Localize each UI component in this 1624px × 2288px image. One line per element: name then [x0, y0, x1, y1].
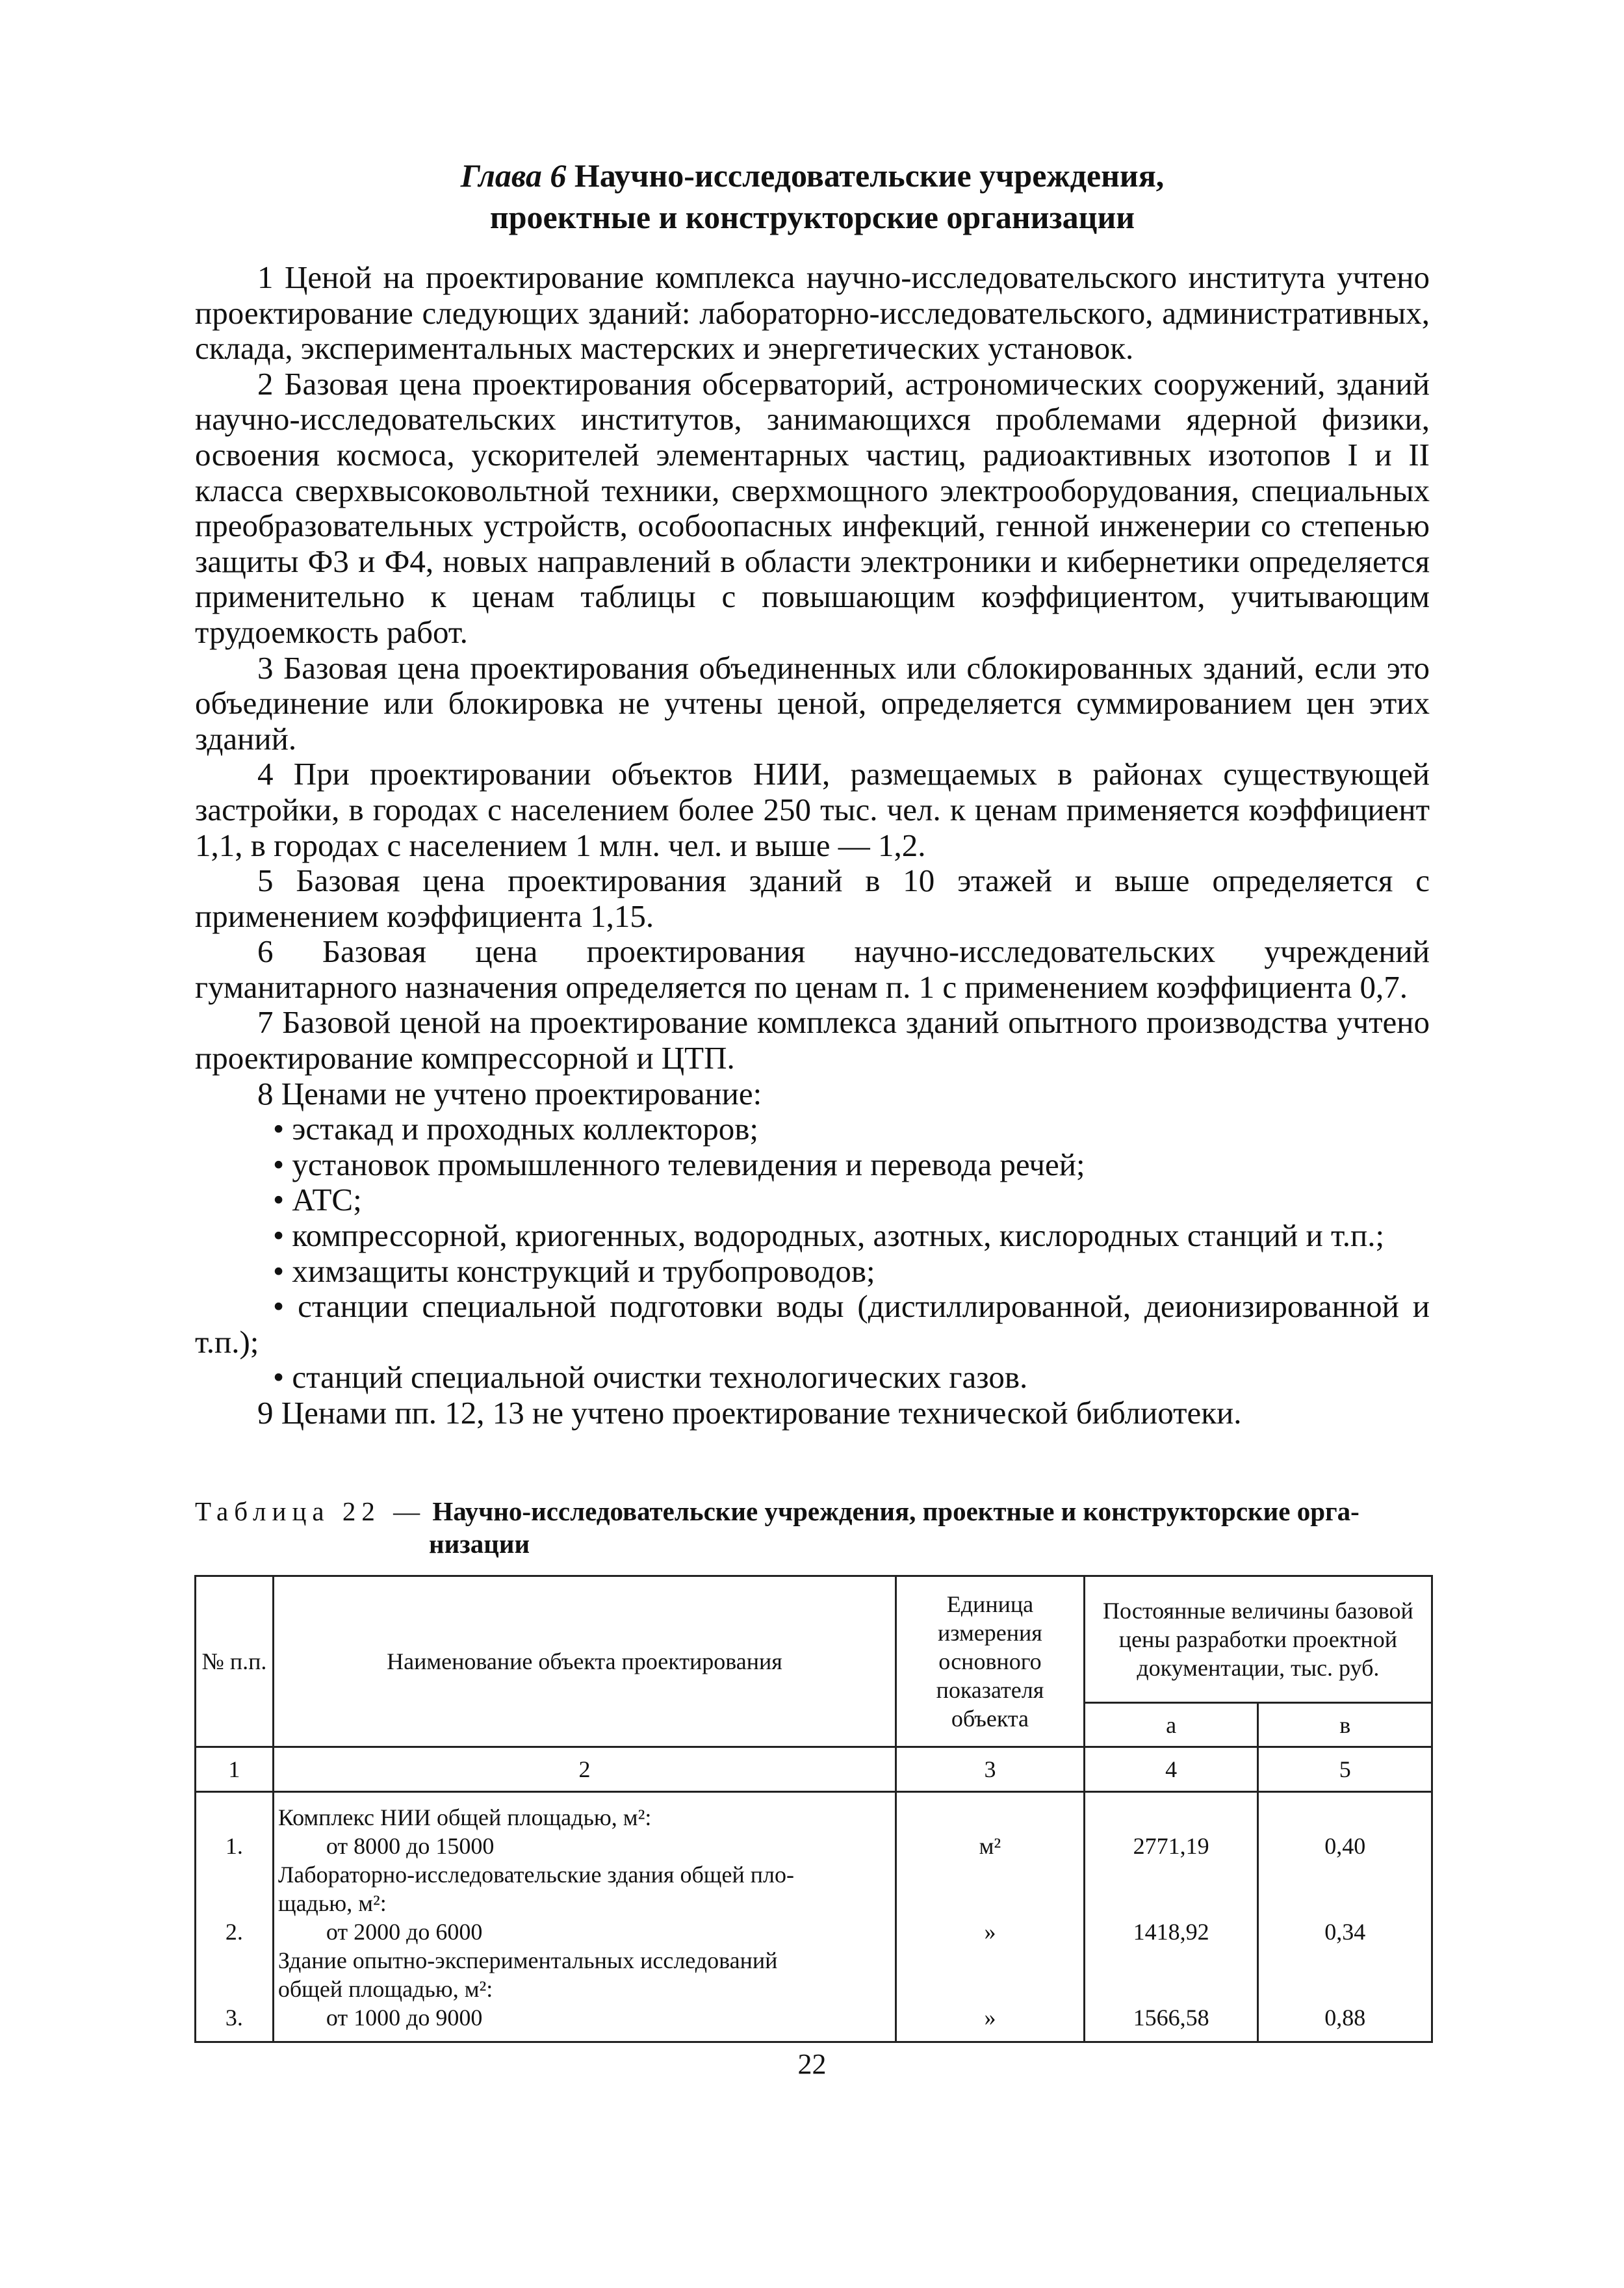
table-caption-name-cont: низации — [429, 1529, 530, 1559]
header-const: Постоянные величины базовой цены разработки проектной документации, тыс. руб. — [1084, 1576, 1432, 1703]
row-3-no: 3. — [225, 2005, 243, 2031]
row-2-a: 1418,92 — [1133, 1919, 1209, 1945]
table-caption-label: Таблица 22 — — [195, 1496, 426, 1526]
row-1-no: 1. — [225, 1833, 243, 1859]
paragraph-7: 7 Базовой ценой на проектирование комплекса зданий опытного производства учтено проектирование компрессорной и ЦТП. — [195, 1004, 1430, 1076]
col-number: 4 — [1084, 1747, 1258, 1792]
paragraph-3: 3 Базовая цена проектирования объединенных или сблокированных зданий, если это объединение или блокировка не учтены ценой, определяется суммированием цен этих зданий. — [195, 649, 1430, 757]
col-number: 3 — [896, 1747, 1085, 1792]
paragraph-1: 1 Ценой на проектирование комплекса научно-исследовательского института учтено проектирование следующих зданий: лабораторно-исследовательского, административных, склада, экспериментальных мастерских и энергетических установок. — [195, 259, 1430, 367]
paragraph-4: 4 При проектировании объектов НИИ, размещаемых в районах существующей застройки, в городах с населением более 250 тыс. чел. к ценам применяется коэффициент 1,1, в городах с населением 1 млн. чел. и выше — 1,2. — [195, 756, 1430, 863]
row-1-a: 2771,19 — [1133, 1833, 1209, 1859]
chapter-label: Глава 6 — [460, 157, 567, 194]
chapter-title-line2: проектные и конструкторские организации — [489, 199, 1135, 235]
paragraph-6: 6 Базовая цена проектирования научно-исследовательских учреждений гуманитарного назначения определяется по ценам п. 1 с применением коэффициента 0,7. — [195, 933, 1430, 1005]
header-no: № п.п. — [196, 1576, 274, 1747]
paragraph-8: 8 Ценами не учтено проектирование: — [257, 1075, 762, 1112]
header-b: в — [1258, 1703, 1432, 1747]
row-2-name-cont: щадью, м²: — [277, 1890, 387, 1916]
paragraph-2: 2 Базовая цена проектирования обсерваторий, астрономических сооружений, зданий научно-исследовательских институтов, занимающихся проблемами ядерной физики, освоения космоса, ускорителей элементарных частиц, радиоактивных изотопов I и II класса сверхвысоковольтной техники, сверхмощного электрооборудования, специальных преобразовательных устройств, особоопасных инфекций, генной инженерии со степенью защиты Ф3 и Ф4, новых направлений в области электроники и кибернетики определяется применительно к ценам таблицы с повышающим коэффициентом, учитывающим трудоемкость работ. — [195, 365, 1430, 650]
bullet-item: • установок промышленного телевидения и перевода речей; — [273, 1146, 1085, 1182]
bullet-item: • компрессорной, криогенных, водородных, азотных, кислородных станций и т.п.; — [273, 1217, 1385, 1254]
row-3-b: 0,88 — [1324, 2005, 1366, 2031]
price-table — [194, 1575, 1433, 2043]
row-3-name: Здание опытно-экспериментальных исследований — [277, 1947, 778, 1973]
paragraph-9: 9 Ценами пп. 12, 13 не учтено проектирование технической библиотеки. — [257, 1395, 1242, 1431]
table-body — [196, 1792, 1432, 2042]
row-2-range: от 2000 до 6000 — [326, 1919, 483, 1945]
row-3-range: от 1000 до 9000 — [326, 2005, 483, 2031]
row-1-b: 0,40 — [1324, 1833, 1366, 1859]
row-2-no: 2. — [225, 1919, 243, 1945]
row-3-a: 1566,58 — [1133, 2005, 1209, 2031]
bullet-item: • станций специальной очистки технологических газов. — [273, 1359, 1028, 1396]
header-unit: Единица измерения основного показателя объекта — [896, 1576, 1085, 1747]
row-2-name: Лабораторно-исследовательские здания общей пло- — [277, 1862, 794, 1888]
row-3-name-cont: общей площадью, м²: — [277, 1976, 493, 2002]
col-number: 5 — [1258, 1747, 1432, 1792]
bullet-item: • АТС; — [273, 1182, 362, 1218]
row-2-b: 0,34 — [1324, 1919, 1366, 1945]
row-1-range: от 8000 до 15000 — [326, 1833, 495, 1859]
header-name: Наименование объекта проектирования — [273, 1576, 896, 1747]
bullet-item: • станции специальной подготовки воды (дистиллированной, деионизированной и т.п.); — [195, 1288, 1430, 1360]
chapter-title-line1: Научно-исследовательские учреждения, — [574, 157, 1165, 194]
body-text — [195, 260, 1430, 1431]
col-number: 1 — [196, 1747, 274, 1792]
table-caption — [195, 1495, 1430, 1560]
table-caption-name: Научно-исследовательские учреждения, проектные и конструкторские орга- — [432, 1496, 1360, 1526]
row-1-unit: м² — [979, 1833, 1001, 1859]
row-1-name: Комплекс НИИ общей площадью, м²: — [277, 1804, 652, 1830]
row-2-unit: » — [984, 1919, 996, 1945]
chapter-title — [195, 155, 1430, 238]
header-a: а — [1084, 1703, 1258, 1747]
paragraph-5: 5 Базовая цена проектирования зданий в 10 этажей и выше определяется с применением коэффициента 1,15. — [195, 863, 1430, 934]
bullet-item: • химзащиты конструкций и трубопроводов; — [273, 1253, 875, 1289]
bullet-item: • эстакад и проходных коллекторов; — [273, 1111, 758, 1147]
col-number: 2 — [273, 1747, 896, 1792]
row-3-unit: » — [984, 2005, 996, 2031]
page-number: 22 — [797, 2048, 827, 2080]
